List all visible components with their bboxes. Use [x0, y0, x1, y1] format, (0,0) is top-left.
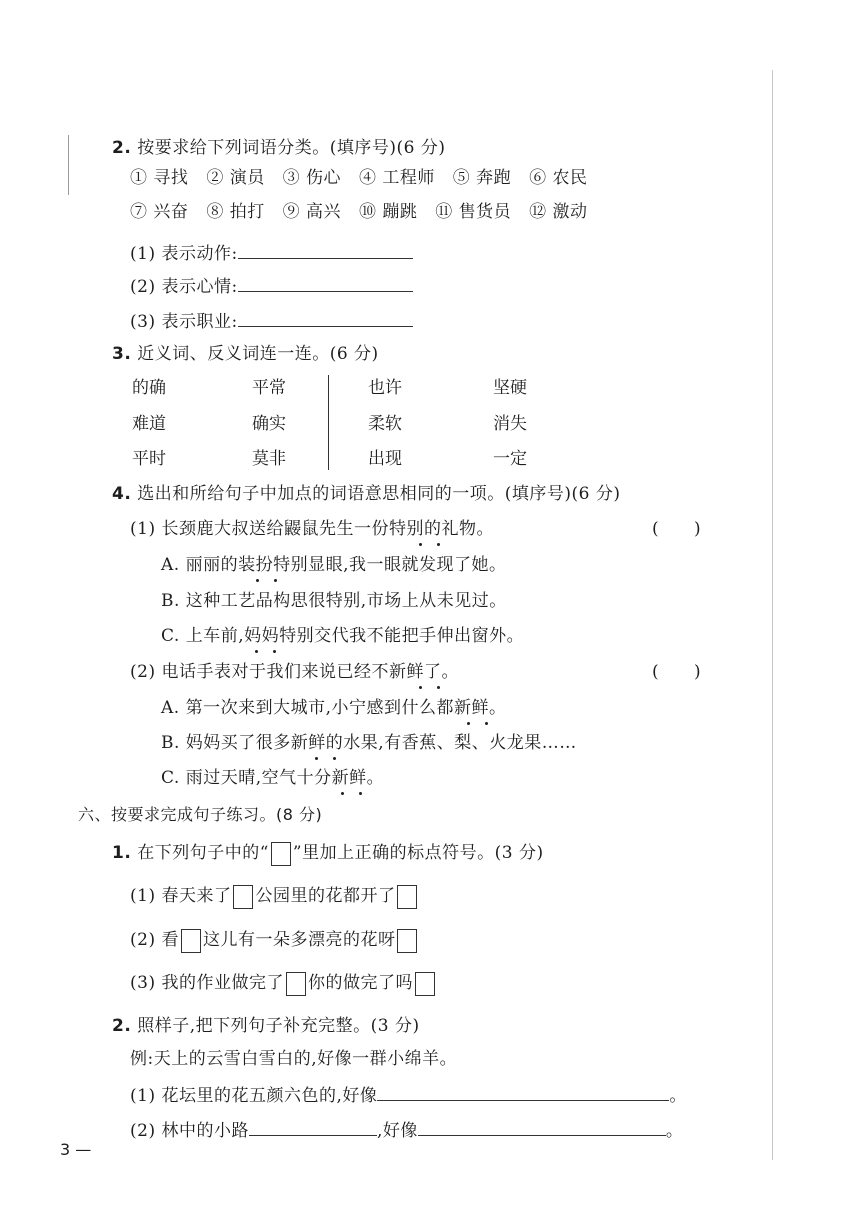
sentence-part: (2) 林中的小路: [130, 1121, 249, 1141]
s6-q1-sentence1: [130, 884, 419, 909]
emphasis-dot: [315, 757, 318, 760]
emphasis-dot: [341, 792, 344, 795]
section-title: 六、按要求完成句子练习。(8 分): [78, 805, 323, 824]
q2-sub3-label: (3) 表示职业:: [130, 312, 238, 332]
s6-q1-post: ”里加上正确的标点符号。(3 分): [292, 843, 544, 863]
option-item: ⑨ 高兴: [282, 202, 342, 222]
emphasis-dot: [419, 686, 422, 689]
q2-title-text: 按要求给下列词语分类。(填序号)(6 分): [137, 138, 446, 158]
q3-title: [112, 342, 379, 366]
period-mark: 。: [665, 1121, 684, 1141]
sentence-part: ,好像: [376, 1121, 418, 1141]
emphasis-dot: [437, 686, 440, 689]
option-item: ⑧ 拍打: [206, 202, 265, 222]
word-item[interactable]: 的确: [132, 378, 166, 398]
punctuation-box[interactable]: [397, 885, 417, 909]
q2-sub3: [130, 308, 413, 334]
s6-q2-title: [112, 1014, 420, 1038]
q2-sub2: [130, 273, 413, 299]
emphasis-dot: [359, 792, 362, 795]
answer-paren-open[interactable]: (: [652, 519, 659, 539]
option-item: ⑩ 蹦跳: [358, 202, 418, 222]
punctuation-box[interactable]: [415, 972, 435, 996]
column-divider: [328, 375, 329, 470]
s6-q1-sentence2: [130, 928, 419, 953]
option-item: ① 寻找: [130, 168, 189, 188]
word-item[interactable]: 难道: [132, 414, 166, 434]
q3-number: 3.: [112, 344, 132, 364]
answer-blank[interactable]: [238, 240, 413, 259]
option-item: ⑤ 奔跑: [452, 168, 512, 188]
option-item: ⑥ 农民: [529, 168, 588, 188]
q2-number: 2.: [112, 138, 132, 158]
word-item[interactable]: 平时: [132, 449, 166, 469]
word-item[interactable]: 出现: [368, 449, 402, 469]
q4-option-2b[interactable]: B. 妈妈买了很多新鲜的水果,有香蕉、梨、火龙果……: [161, 733, 577, 753]
emphasis-dot: [437, 543, 440, 546]
page-edge-line: [772, 70, 773, 1160]
q2-sub1: [130, 240, 413, 266]
answer-paren-close[interactable]: ): [694, 519, 701, 539]
q4-option-2c[interactable]: C. 雨过天晴,空气十分新鲜。: [161, 768, 385, 788]
punctuation-box[interactable]: [181, 929, 201, 953]
q2-options-row1: [130, 166, 599, 190]
word-item[interactable]: 消失: [493, 414, 527, 434]
word-item[interactable]: 平常: [252, 378, 286, 398]
word-item[interactable]: 确实: [252, 414, 286, 434]
answer-blank[interactable]: [249, 1117, 377, 1136]
emphasis-dot: [419, 543, 422, 546]
q4-option-2a[interactable]: A. 第一次来到大城市,小宁感到什么都新鲜。: [161, 698, 507, 718]
q4-sentence2: (2) 电话手表对于我们来说已经不新鲜了。: [130, 662, 459, 682]
answer-blank[interactable]: [418, 1117, 666, 1136]
s6-q1-sentence3: [130, 971, 437, 996]
s6-q1-title: [112, 841, 544, 866]
punctuation-box[interactable]: [397, 929, 417, 953]
q2-title: [112, 136, 445, 160]
q4-option-1c[interactable]: C. 上车前,妈妈特别交代我不能把手伸出窗外。: [161, 626, 525, 646]
s6-q1-pre: 在下列句子中的“: [137, 843, 269, 863]
sentence-part: (1) 花坛里的花五颜六色的,好像: [130, 1086, 378, 1106]
option-item: ⑦ 兴奋: [130, 202, 189, 222]
word-item[interactable]: 莫非: [252, 449, 286, 469]
sentence-part: 这儿有一朵多漂亮的花呀: [202, 930, 396, 950]
q4-option-1a[interactable]: A. 丽丽的装扮特别显眼,我一眼就发现了她。: [161, 555, 507, 575]
punctuation-box[interactable]: [233, 885, 253, 909]
emphasis-dot: [333, 757, 336, 760]
s6-q2-title-text: 照样子,把下列句子补充完整。(3 分): [137, 1016, 420, 1036]
q4-title: [112, 482, 620, 506]
option-item: ② 演员: [206, 168, 265, 188]
emphasis-dot: [255, 650, 258, 653]
period-mark: 。: [669, 1086, 687, 1106]
word-item[interactable]: 坚硬: [493, 378, 527, 398]
example-sentence: 例:天上的云雪白雪白的,好像一群小绵羊。: [130, 1049, 458, 1069]
s6-q2-number: 2.: [112, 1016, 132, 1036]
option-item: ③ 伤心: [282, 168, 342, 188]
answer-paren-open[interactable]: (: [652, 662, 659, 682]
sentence-part: 你的做完了吗: [307, 973, 413, 993]
s6-q1-number: 1.: [112, 843, 132, 863]
page-number: 3 —: [60, 1140, 92, 1159]
margin-line: [68, 135, 69, 195]
sentence-part: 公园里的花都开了: [255, 886, 396, 906]
emphasis-dot: [273, 650, 276, 653]
sentence-part: (3) 我的作业做完了: [130, 973, 284, 993]
answer-paren-close[interactable]: ): [694, 662, 701, 682]
emphasis-dot: [485, 722, 488, 725]
q4-number: 4.: [112, 484, 132, 504]
emphasis-dot: [467, 722, 470, 725]
q2-sub2-label: (2) 表示心情:: [130, 277, 238, 297]
q4-title-text: 选出和所给句子中加点的词语意思相同的一项。(填序号)(6 分): [137, 484, 621, 504]
answer-blank[interactable]: [238, 308, 413, 327]
word-item[interactable]: 也许: [368, 378, 402, 398]
q4-sentence1: (1) 长颈鹿大叔送给鼹鼠先生一份特别的礼物。: [130, 519, 494, 539]
answer-blank[interactable]: [377, 1082, 669, 1101]
punctuation-box-sample: [271, 842, 291, 866]
sentence-part: (1) 春天来了: [130, 886, 232, 906]
option-item: ⑫ 激动: [529, 202, 588, 222]
emphasis-dot: [274, 579, 277, 582]
answer-blank[interactable]: [238, 273, 413, 292]
q4-option-1b[interactable]: B. 这种工艺品构思很特别,市场上从未见过。: [161, 591, 507, 611]
q3-title-text: 近义词、反义词连一连。(6 分): [137, 344, 379, 364]
emphasis-dot: [256, 579, 259, 582]
option-item: ④ 工程师: [358, 168, 435, 188]
option-item: ⑪ 售货员: [435, 202, 512, 222]
q2-sub1-label: (1) 表示动作:: [130, 244, 238, 264]
s6-q2-item1: [130, 1082, 687, 1108]
sentence-part: (2) 看: [130, 930, 179, 950]
s6-q2-item2: [130, 1117, 683, 1143]
punctuation-box[interactable]: [286, 972, 306, 996]
word-item[interactable]: 柔软: [368, 414, 402, 434]
q2-options-row2: [130, 200, 599, 224]
word-item[interactable]: 一定: [493, 449, 527, 469]
